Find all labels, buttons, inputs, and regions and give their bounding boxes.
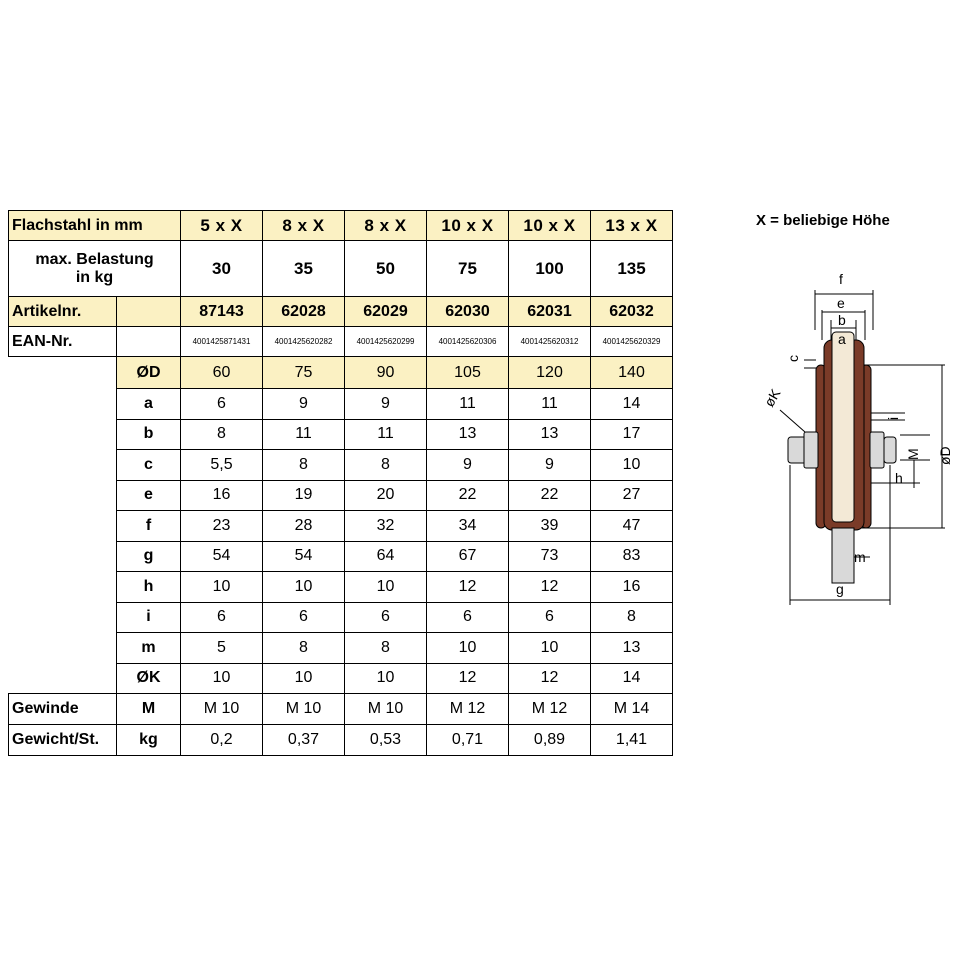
load-value: 30: [181, 241, 263, 297]
dimension-value: 22: [427, 480, 509, 511]
weight-value: 0,37: [263, 725, 345, 756]
dimension-row: [9, 450, 673, 481]
dimension-value: 20: [345, 480, 427, 511]
header-label: Flachstahl in mm: [9, 211, 181, 241]
blank-cell: [9, 541, 117, 572]
pulley-diagram: [740, 260, 960, 620]
dimension-value: 32: [345, 511, 427, 542]
article-number: 62030: [427, 297, 509, 327]
article-number: 62028: [263, 297, 345, 327]
size-header: 5 x X: [181, 211, 263, 241]
dimension-value: 9: [263, 389, 345, 420]
dimension-row: [9, 357, 673, 389]
dim-label-i: i: [885, 416, 901, 420]
weight-value: 0,71: [427, 725, 509, 756]
dimension-value: 11: [509, 389, 591, 420]
weight-row: [9, 725, 673, 756]
dimension-value: 27: [591, 480, 673, 511]
dimension-value: 14: [591, 663, 673, 694]
dimension-value: 47: [591, 511, 673, 542]
dim-label-f: f: [839, 271, 843, 287]
dimension-value: 6: [181, 389, 263, 420]
dim-label-d: øD: [937, 446, 953, 465]
height-note: X = beliebige Höhe: [756, 212, 890, 229]
dimension-row: [9, 602, 673, 633]
ean-label: EAN-Nr.: [9, 327, 117, 357]
dim-label-m-thread: M: [905, 448, 921, 460]
dimension-value: 8: [263, 450, 345, 481]
dimension-value: 23: [181, 511, 263, 542]
dimension-key: i: [117, 602, 181, 633]
dimension-value: 39: [509, 511, 591, 542]
dimension-key: ØK: [117, 663, 181, 694]
dimension-value: 11: [345, 419, 427, 450]
dimension-value: 16: [181, 480, 263, 511]
weight-value: 1,41: [591, 725, 673, 756]
ean-number: 4001425620306: [427, 327, 509, 357]
article-label: Artikelnr.: [9, 297, 117, 327]
load-label-line2: in kg: [75, 268, 114, 286]
dimension-key: h: [117, 572, 181, 603]
blank-cell: [9, 511, 117, 542]
dimension-value: 8: [345, 633, 427, 664]
dimension-value: 8: [591, 602, 673, 633]
load-value: 35: [263, 241, 345, 297]
dimension-row: [9, 541, 673, 572]
dimension-key: c: [117, 450, 181, 481]
dimension-value: 12: [427, 663, 509, 694]
load-row: [9, 241, 673, 297]
thread-value: M 12: [427, 694, 509, 725]
dimension-row: [9, 633, 673, 664]
dimension-row: [9, 511, 673, 542]
ean-spacer: [117, 327, 181, 357]
dimension-value: 13: [427, 419, 509, 450]
load-value: 75: [427, 241, 509, 297]
dimension-value: 16: [591, 572, 673, 603]
ean-number: 4001425620329: [591, 327, 673, 357]
size-header: 8 x X: [345, 211, 427, 241]
dimension-value: 140: [591, 357, 673, 389]
dimension-value: 28: [263, 511, 345, 542]
dimension-value: 90: [345, 357, 427, 389]
dimension-value: 6: [427, 602, 509, 633]
blank-cell: [9, 663, 117, 694]
load-value: 135: [591, 241, 673, 297]
blank-cell: [9, 572, 117, 603]
dimension-value: 12: [509, 572, 591, 603]
dimension-value: 10: [345, 663, 427, 694]
dimension-value: 6: [509, 602, 591, 633]
dimension-value: 83: [591, 541, 673, 572]
dimension-value: 64: [345, 541, 427, 572]
dimension-row: [9, 419, 673, 450]
dimension-value: 10: [427, 633, 509, 664]
dimension-value: 10: [509, 633, 591, 664]
dimension-value: 73: [509, 541, 591, 572]
thread-unit: M: [117, 694, 181, 725]
dimension-value: 13: [509, 419, 591, 450]
dimension-key: e: [117, 480, 181, 511]
dimension-key: ØD: [117, 357, 181, 389]
thread-value: M 12: [509, 694, 591, 725]
weight-value: 0,2: [181, 725, 263, 756]
ean-number: 4001425620282: [263, 327, 345, 357]
load-label-line1: max. Belastung: [35, 250, 154, 268]
load-value: 100: [509, 241, 591, 297]
dimension-value: 11: [263, 419, 345, 450]
dimension-value: 105: [427, 357, 509, 389]
dimension-value: 8: [263, 633, 345, 664]
dimension-value: 12: [509, 663, 591, 694]
article-spacer: [117, 297, 181, 327]
dimension-value: 34: [427, 511, 509, 542]
dimension-value: 10: [591, 450, 673, 481]
dimension-value: 5: [181, 633, 263, 664]
dimension-value: 60: [181, 357, 263, 389]
dim-label-m: m: [854, 549, 866, 565]
dim-label-c: c: [785, 355, 801, 362]
blank-cell: [9, 633, 117, 664]
thread-value: M 10: [181, 694, 263, 725]
dimension-value: 14: [591, 389, 673, 420]
dimension-key: f: [117, 511, 181, 542]
article-number: 62031: [509, 297, 591, 327]
dimension-value: 9: [345, 389, 427, 420]
dimension-value: 75: [263, 357, 345, 389]
dimension-value: 13: [591, 633, 673, 664]
dimension-value: 22: [509, 480, 591, 511]
dimension-value: 8: [181, 419, 263, 450]
article-row: [9, 297, 673, 327]
load-value: 50: [345, 241, 427, 297]
dimension-value: 10: [181, 572, 263, 603]
dimension-key: m: [117, 633, 181, 664]
load-label-cell: [9, 241, 181, 297]
dimension-value: 5,5: [181, 450, 263, 481]
dimension-value: 9: [509, 450, 591, 481]
dimension-row: [9, 663, 673, 694]
dim-label-e: e: [837, 295, 845, 311]
dim-label-k: øK: [760, 386, 784, 410]
dimension-value: 120: [509, 357, 591, 389]
dimension-value: 19: [263, 480, 345, 511]
dimension-key: g: [117, 541, 181, 572]
thread-row: [9, 694, 673, 725]
ean-number: 4001425620299: [345, 327, 427, 357]
dimension-value: 11: [427, 389, 509, 420]
dimension-value: 12: [427, 572, 509, 603]
dimension-row: [9, 572, 673, 603]
article-number: 62032: [591, 297, 673, 327]
thread-value: M 14: [591, 694, 673, 725]
article-number: 87143: [181, 297, 263, 327]
dimension-value: 6: [263, 602, 345, 633]
weight-value: 0,53: [345, 725, 427, 756]
dim-label-b: b: [838, 312, 846, 328]
dimension-value: 10: [181, 663, 263, 694]
weight-value: 0,89: [509, 725, 591, 756]
size-header: 13 x X: [591, 211, 673, 241]
header-row: [9, 211, 673, 241]
dimension-value: 6: [345, 602, 427, 633]
weight-label: Gewicht/St.: [9, 725, 117, 756]
dimension-value: 6: [181, 602, 263, 633]
dimension-value: 10: [345, 572, 427, 603]
dimension-row: [9, 480, 673, 511]
dimension-key: a: [117, 389, 181, 420]
blank-cell: [9, 389, 117, 420]
dimension-row: [9, 389, 673, 420]
ean-number: 4001425620312: [509, 327, 591, 357]
dimension-value: 9: [427, 450, 509, 481]
ean-row: [9, 327, 673, 357]
blank-cell: [9, 480, 117, 511]
blank-cell: [9, 602, 117, 633]
dim-label-h: h: [895, 470, 903, 486]
thread-label: Gewinde: [9, 694, 117, 725]
ean-number: 4001425871431: [181, 327, 263, 357]
dimension-value: 54: [263, 541, 345, 572]
dimension-value: 67: [427, 541, 509, 572]
thread-value: M 10: [263, 694, 345, 725]
size-header: 8 x X: [263, 211, 345, 241]
size-header: 10 x X: [427, 211, 509, 241]
dim-label-g: g: [836, 581, 844, 597]
dimension-key: b: [117, 419, 181, 450]
dimension-value: 10: [263, 572, 345, 603]
dimension-value: 54: [181, 541, 263, 572]
size-header: 10 x X: [509, 211, 591, 241]
dimension-value: 17: [591, 419, 673, 450]
article-number: 62029: [345, 297, 427, 327]
spec-table: [8, 210, 673, 756]
blank-cell: [9, 357, 117, 389]
dim-label-a: a: [838, 331, 846, 347]
blank-cell: [9, 419, 117, 450]
dimension-value: 8: [345, 450, 427, 481]
weight-unit: kg: [117, 725, 181, 756]
thread-value: M 10: [345, 694, 427, 725]
dimension-value: 10: [263, 663, 345, 694]
blank-cell: [9, 450, 117, 481]
